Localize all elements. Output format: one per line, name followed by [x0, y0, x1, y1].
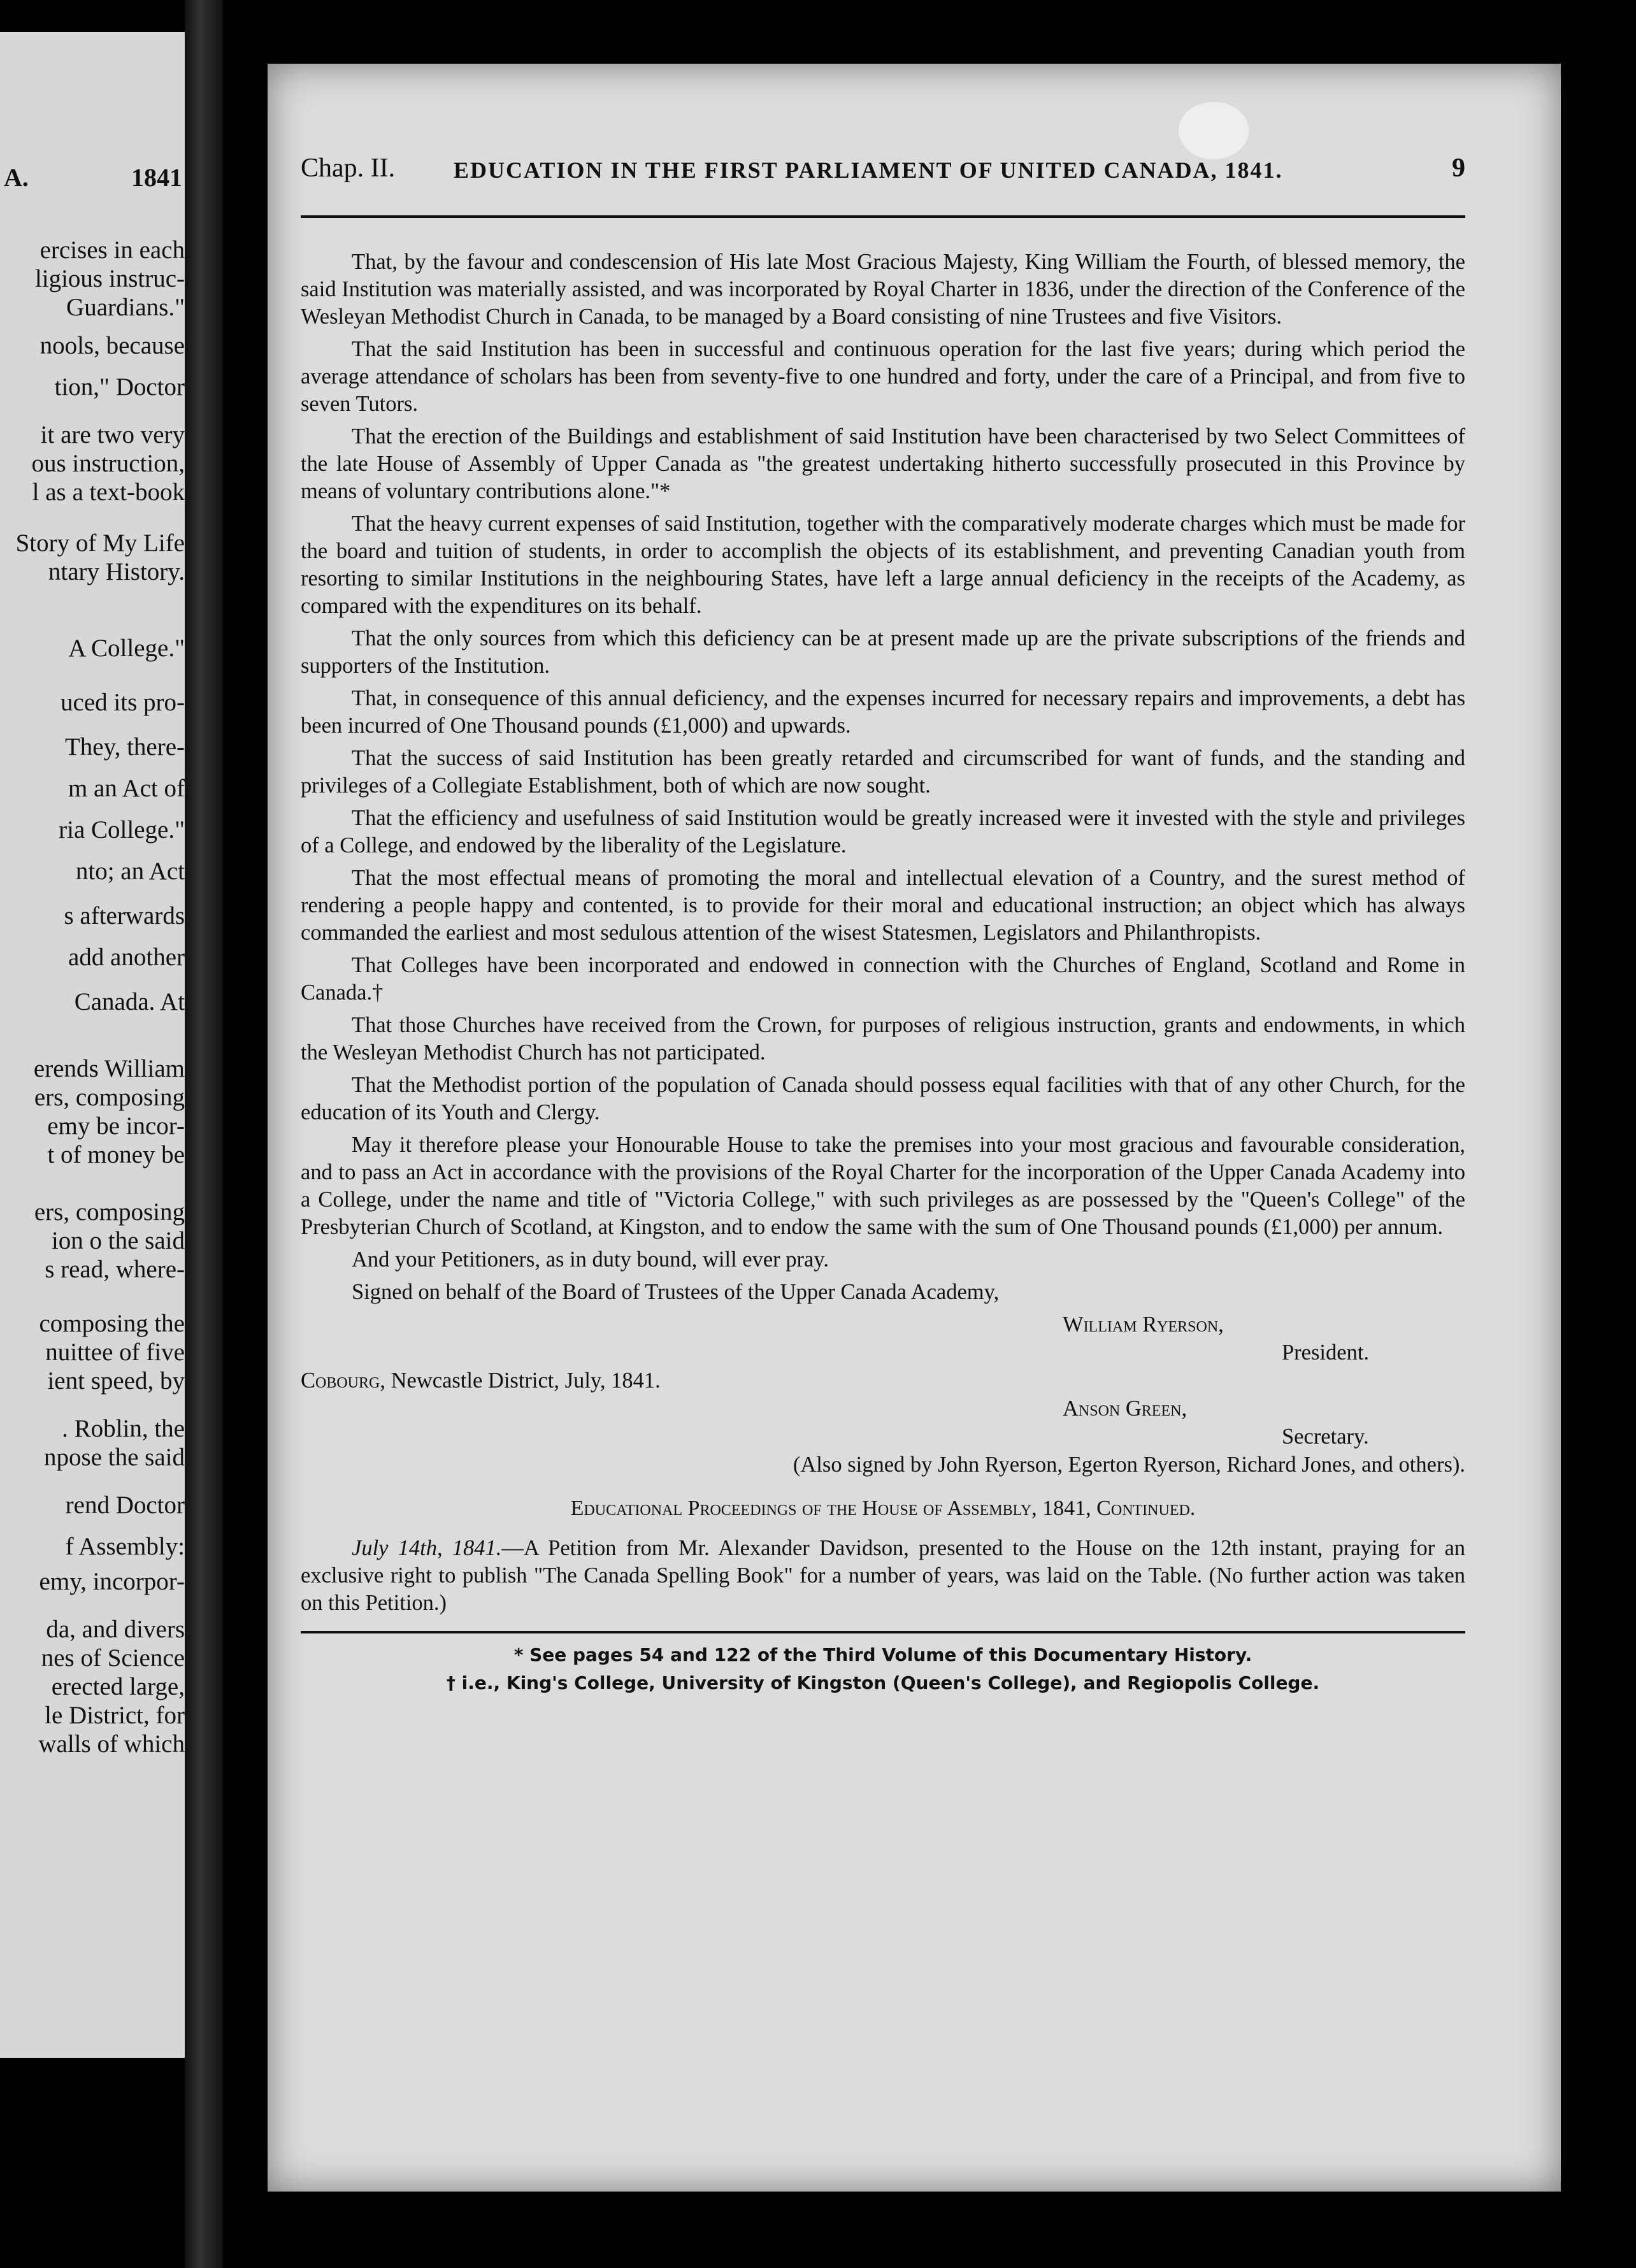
left-page-line: f Assembly:: [65, 1533, 185, 1560]
section-heading: Educational Proceedings of the House of Assembly, 1841, Continued.: [570, 1496, 1196, 1520]
left-page-line: ient speed, by: [47, 1367, 185, 1395]
left-page-fragment: [0, 32, 185, 2058]
left-page-line: emy be incor-: [47, 1112, 185, 1140]
page-body: [301, 248, 1465, 1697]
left-page-line: A College.": [68, 635, 185, 662]
left-page-line: uced its pro-: [61, 689, 185, 716]
left-page-line: Canada. At: [74, 988, 185, 1016]
left-page-line: erected large,: [51, 1673, 185, 1700]
petition-paragraph: That Colleges have been incorporated and endowed in connection with the Churches of England, Scotland and Rome in Canada.†: [301, 953, 1465, 1005]
left-page-line: s read, where-: [45, 1256, 185, 1283]
left-page-line: erends William: [33, 1055, 185, 1082]
signer-name-1: William Ryerson,: [1063, 1312, 1224, 1337]
book-spine: [185, 0, 223, 2268]
left-page-line: da, and divers: [46, 1616, 185, 1643]
left-page-line: rend Doctor: [65, 1491, 185, 1519]
petition-paragraph: That the Methodist portion of the population of Canada should possess equal facilities with that of any other Church, for the education of its Youth and Clergy.: [301, 1073, 1465, 1124]
left-page-line: le District, for: [45, 1702, 185, 1729]
petition-paragraphs: [301, 248, 1465, 1306]
petition-paragraph: And your Petitioners, as in duty bound, will ever pray.: [352, 1247, 829, 1272]
running-title: EDUCATION IN THE FIRST PARLIAMENT OF UNITED CANADA, 1841.: [454, 157, 1283, 183]
left-running-head-letter: A.: [4, 163, 29, 192]
left-page-line: l as a text-book: [32, 478, 185, 506]
page-number: 9: [1452, 154, 1465, 183]
left-page-line: . Roblin, the: [62, 1415, 185, 1442]
petition-paragraph: That the erection of the Buildings and establishment of said Institution have been characterised by two Select Committees of the late House of Assembly of Upper Canada as "the greatest undertaking hitherto successfully prosecuted in this Province by means of voluntary contributions alone."*: [301, 424, 1465, 503]
signer-title-2: Secretary.: [1282, 1425, 1369, 1449]
petition-paragraph: That the said Institution has been in successful and continuous operation for the last five years; during which period the average attendance of scholars has been from seventy-five to one hundred and forty, under the care of a Principal, and from five to seven Tutors.: [301, 337, 1465, 416]
left-page-line: Story of My Life: [15, 529, 185, 557]
left-page-line: ntary History.: [48, 558, 185, 585]
signature-line-1: [301, 1311, 1465, 1339]
left-page-line: emy, incorpor-: [39, 1568, 185, 1595]
entry-text: —A Petition from Mr. Alexander Davidson, presented to the House on the 12th instant, praying for an exclusive right to publish "The Canada Spelling Book" for a number of years, was laid on the Table. (No further action was taken on this Petition.): [301, 1536, 1466, 1615]
place-line: [301, 1367, 1465, 1395]
petition-paragraph: That those Churches have received from the Crown, for purposes of religious instruction, grants and endowments, in which the Wesleyan Methodist Church has not participated.: [301, 1013, 1465, 1065]
left-page-line: s afterwards: [64, 902, 185, 929]
signer-name-2: Anson Green,: [1063, 1396, 1188, 1421]
petition-paragraph: That the only sources from which this deficiency can be at present made up are the private subscriptions of the friends and supporters of the Institution.: [301, 626, 1465, 678]
signature-line-3: [301, 1395, 1465, 1423]
footnote-rule: [301, 1631, 1465, 1633]
left-page-line: npose the said: [44, 1444, 185, 1471]
petition-paragraph: That the success of said Institution has been greatly retarded and circumscribed for want of funds, and the standing and privileges of a Collegiate Establishment, both of which are now sought.: [301, 746, 1465, 798]
left-page-line: tion," Doctor: [54, 373, 185, 401]
page-smudge: [1179, 102, 1249, 159]
left-running-head-year: 1841: [131, 163, 182, 192]
left-page-line: nools, because: [39, 332, 185, 359]
petition-paragraph: That, in consequence of this annual deficiency, and the expenses incurred for necessary repairs and improvements, a debt has been incurred of One Thousand pounds (£1,000) and upwards.: [301, 686, 1465, 738]
running-head: [301, 153, 1465, 191]
left-page-line: nuittee of five: [45, 1339, 185, 1366]
left-page-line: ion o the said: [51, 1227, 185, 1254]
left-page-line: nes of Science: [41, 1644, 185, 1672]
left-page-line: add another: [68, 944, 185, 971]
right-page: [268, 64, 1561, 2192]
also-signed-line: [301, 1451, 1465, 1479]
left-page-line: m an Act of: [68, 775, 185, 802]
chapter-label: Chap. II.: [301, 154, 396, 183]
petition-paragraph: That the most effectual means of promoting the moral and intellectual elevation of a Country, and the surest method of rendering a people happy and contented, is to provide for their moral and educational instruction; an object which has always commanded the earliest and most sedulous attention of the wisest Statesmen, Legislators and Philanthropists.: [301, 866, 1465, 945]
place-detail: Newcastle District, July, 1841.: [391, 1368, 661, 1393]
entry-date: July 14th, 1841.: [352, 1536, 502, 1560]
petition-paragraph: May it therefore please your Honourable House to take the premises into your most gracious and favourable consideration, and to pass an Act in accordance with the provisions of the Royal Charter for the incorporation of the Upper Canada Academy into a College, under the name and title of "Victoria College," with such privileges as are possessed by the "Queen's College" of the Presbyterian Church of Scotland, at Kingston, and to endow the same with the sum of One Thousand pounds (£1,000) per annum.: [301, 1133, 1465, 1239]
petition-paragraph: That the heavy current expenses of said Institution, together with the comparatively moderate charges which must be made for the board and tuition of students, in order to accomplish the objects of its establishment, and preventing Canadian youth from resorting to similar Institutions in the neighbouring States, have left a large annual deficiency in the receipts of the Academy, as compared with the expenditures on its behalf.: [301, 512, 1465, 618]
assembly-entry: [301, 1535, 1465, 1617]
also-signed-text: (Also signed by John Ryerson, Egerton Ryerson, Richard Jones, and others).: [793, 1453, 1465, 1477]
left-page-line: ers, composing: [34, 1198, 185, 1226]
left-page-line: walls of which: [38, 1730, 185, 1758]
place-name: Cobourg,: [301, 1368, 385, 1393]
left-page-line: composing the: [39, 1310, 185, 1337]
left-page-line: They, there-: [64, 733, 185, 761]
left-page-line: t of money be: [47, 1141, 185, 1168]
signature-line-4: [301, 1423, 1465, 1451]
left-page-line: ous instruction,: [31, 450, 185, 477]
left-page-line: it are two very: [40, 421, 185, 449]
left-page-line: Guardians.": [66, 294, 185, 321]
left-page-line: ercises in each: [39, 236, 185, 264]
footnotes: [301, 1641, 1465, 1697]
footnote-2: † i.e., King's College, University of Kingston (Queen's College), and Regiopolis College.: [446, 1672, 1320, 1693]
left-page-line: ligious instruc-: [34, 265, 185, 292]
petition-paragraph: That the efficiency and usefulness of said Institution would be greatly increased were it invested with the style and privileges of a College, and endowed by the liberality of the Legislature.: [301, 806, 1465, 858]
footnote-1: * See pages 54 and 122 of the Third Volume of this Documentary History.: [513, 1644, 1252, 1665]
left-page-line: nto; an Act: [75, 858, 185, 885]
petition-paragraph: That, by the favour and condescension of His late Most Gracious Majesty, King William the Fourth, of blessed memory, the said Institution was materially assisted, and was incorporated by Royal Charter in 1836, under the direction of the Conference of the Wesleyan Methodist Church in Canada, to be managed by a Board consisting of nine Trustees and five Visitors.: [301, 250, 1465, 329]
signer-title-1: President.: [1282, 1340, 1370, 1365]
signature-line-2: [301, 1339, 1465, 1367]
left-page-line: ria College.": [59, 816, 185, 843]
left-page-line: ers, composing: [34, 1084, 185, 1111]
petition-paragraph: Signed on behalf of the Board of Trustees of the Upper Canada Academy,: [352, 1280, 1000, 1304]
header-rule: [301, 215, 1465, 218]
